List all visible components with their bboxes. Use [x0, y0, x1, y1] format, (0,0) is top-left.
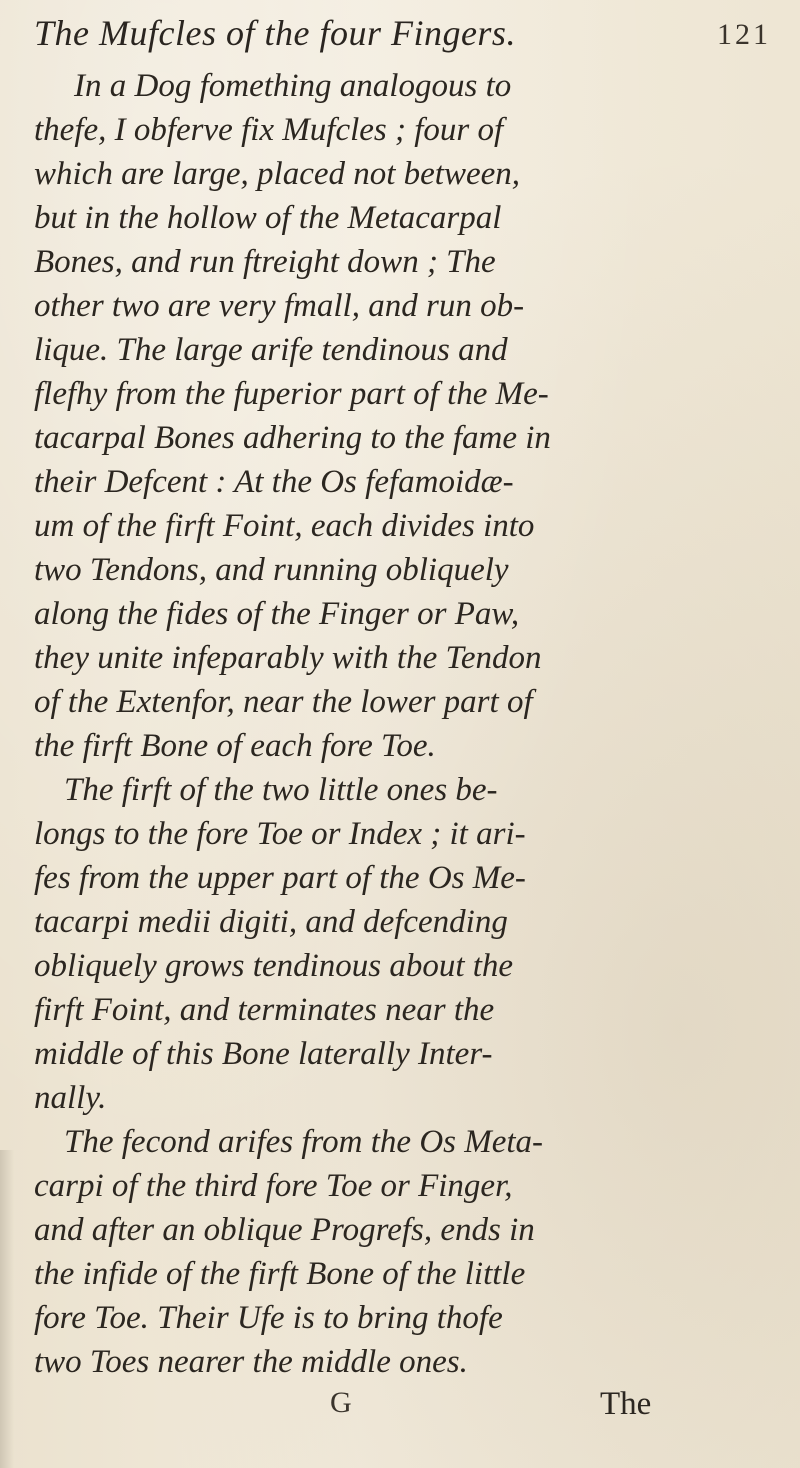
catchword: The	[600, 1386, 652, 1422]
text-line: In a Dog fomething analogous to	[74, 68, 512, 104]
text-line: um of the firft Foint, each divides into	[34, 508, 535, 544]
text-line: fes from the upper part of the Os Me-	[34, 860, 526, 896]
text-line: lique. The large arife tendinous and	[34, 332, 508, 368]
text-line: carpi of the third fore Toe or Finger,	[34, 1168, 513, 1204]
signature-mark: G	[330, 1386, 352, 1419]
text-line: the firft Bone of each fore Toe.	[34, 728, 436, 764]
text-line: The fecond arifes from the Os Meta-	[64, 1124, 544, 1160]
text-line: fore Toe. Their Ufe is to bring thofe	[34, 1300, 503, 1336]
text-line: middle of this Bone laterally Inter-	[34, 1036, 493, 1072]
page-header	[0, 4, 800, 64]
text-line: nally.	[34, 1080, 107, 1116]
text-line: obliquely grows tendinous about the	[34, 948, 514, 984]
text-line: tacarpi medii digiti, and defcending	[34, 904, 508, 940]
running-head: The Mufcles of the four Fingers.	[34, 13, 516, 53]
text-line: longs to the fore Toe or Index ; it ari-	[34, 816, 526, 852]
text-line: two Tendons, and running obliquely	[34, 552, 509, 588]
text-line: Bones, and run ftreight down ; The	[34, 244, 496, 280]
text-line: they unite infeparably with the Tendon	[34, 640, 542, 676]
text-line: two Toes nearer the middle ones.	[34, 1344, 468, 1380]
text-line: but in the hollow of the Metacarpal	[34, 200, 502, 236]
page-footer	[0, 1386, 800, 1436]
text-line: The firft of the two little ones be-	[64, 772, 498, 808]
text-line: tacarpal Bones adhering to the fame in	[34, 420, 551, 456]
text-line: along the fides of the Finger or Paw,	[34, 596, 520, 632]
text-line: firft Foint, and terminates near the	[34, 992, 495, 1028]
text-line: of the Extenfor, near the lower part of	[34, 684, 533, 720]
text-line: which are large, placed not between,	[34, 156, 521, 192]
text-line: the infide of the firft Bone of the little	[34, 1256, 526, 1292]
body-text	[0, 64, 800, 1384]
text-line: other two are very fmall, and run ob-	[34, 288, 525, 324]
text-line: thefe, I obferve fix Mufcles ; four of	[34, 112, 504, 148]
page-number: 121	[717, 18, 771, 51]
text-line: flefhy from the fuperior part of the Me-	[34, 376, 549, 412]
text-line: and after an oblique Progrefs, ends in	[34, 1212, 535, 1248]
text-line: their Defcent : At the Os fefamoidæ-	[34, 464, 514, 500]
